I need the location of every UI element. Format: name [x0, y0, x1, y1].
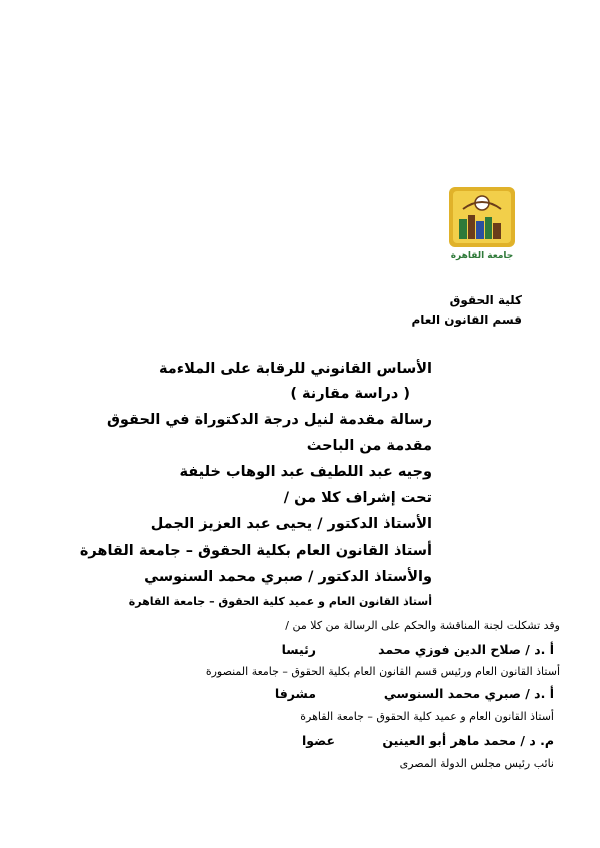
committee-heading: وقد تشكلت لجنة المناقشة والحكم على الرسالة من كلا من /	[285, 619, 560, 632]
faculty-name: كلية الحقوق	[449, 293, 522, 307]
committee-member-1-name: أ .د / صلاح الدين فوزي محمد	[378, 642, 554, 657]
thesis-purpose: رسالة مقدمة لنيل درجة الدكتوراة في الحقوق	[106, 412, 432, 428]
committee-member-3-role: عضوا	[302, 733, 335, 748]
supervisor1-title: أستاذ القانون العام بكلية الحقوق – جامعة القاهرة	[79, 543, 432, 559]
university-seal-icon	[443, 185, 521, 263]
researcher-name: وجيه عبد اللطيف عبد الوهاب خليفة	[179, 464, 432, 480]
committee-member-3-title: نائب رئيس مجلس الدولة المصرى	[399, 757, 554, 770]
logo-text: جامعة القاهرة	[450, 251, 514, 261]
committee-member-2-name: أ .د / صبري محمد السنوسي	[383, 686, 554, 701]
supervision-heading: تحت إشراف كلا من /	[283, 490, 432, 506]
department-name: قسم القانون العام	[411, 313, 522, 327]
presented-by: مقدمة من الباحث	[306, 438, 432, 454]
thesis-subtitle: ( دراسة مقارنة )	[290, 386, 410, 402]
supervisor1-name: الأستاذ الدكتور / يحيى عبد العزيز الجمل	[150, 516, 432, 532]
supervisor2-name: والأستاذ الدكتور / صبري محمد السنوسي	[144, 569, 432, 585]
committee-member-2-role: مشرفا	[274, 686, 316, 701]
supervisor2-title: أستاذ القانون العام و عميد كلية الحقوق – جامعة القاهرة	[128, 595, 432, 608]
committee-member-1-role: رئيسا	[281, 642, 316, 657]
thesis-title: الأساس القانوني للرقابة على الملاءمة	[158, 361, 432, 377]
committee-member-2-title: أستاذ القانون العام و عميد كلية الحقوق – جامعة القاهرة	[300, 710, 554, 723]
committee-member-3-name: م. د / محمد ماهر أبو العينين	[382, 733, 554, 748]
committee-member-1-title: أستاذ القانون العام ورئيس قسم القانون العام بكلية الحقوق – جامعة المنصورة	[205, 665, 560, 678]
